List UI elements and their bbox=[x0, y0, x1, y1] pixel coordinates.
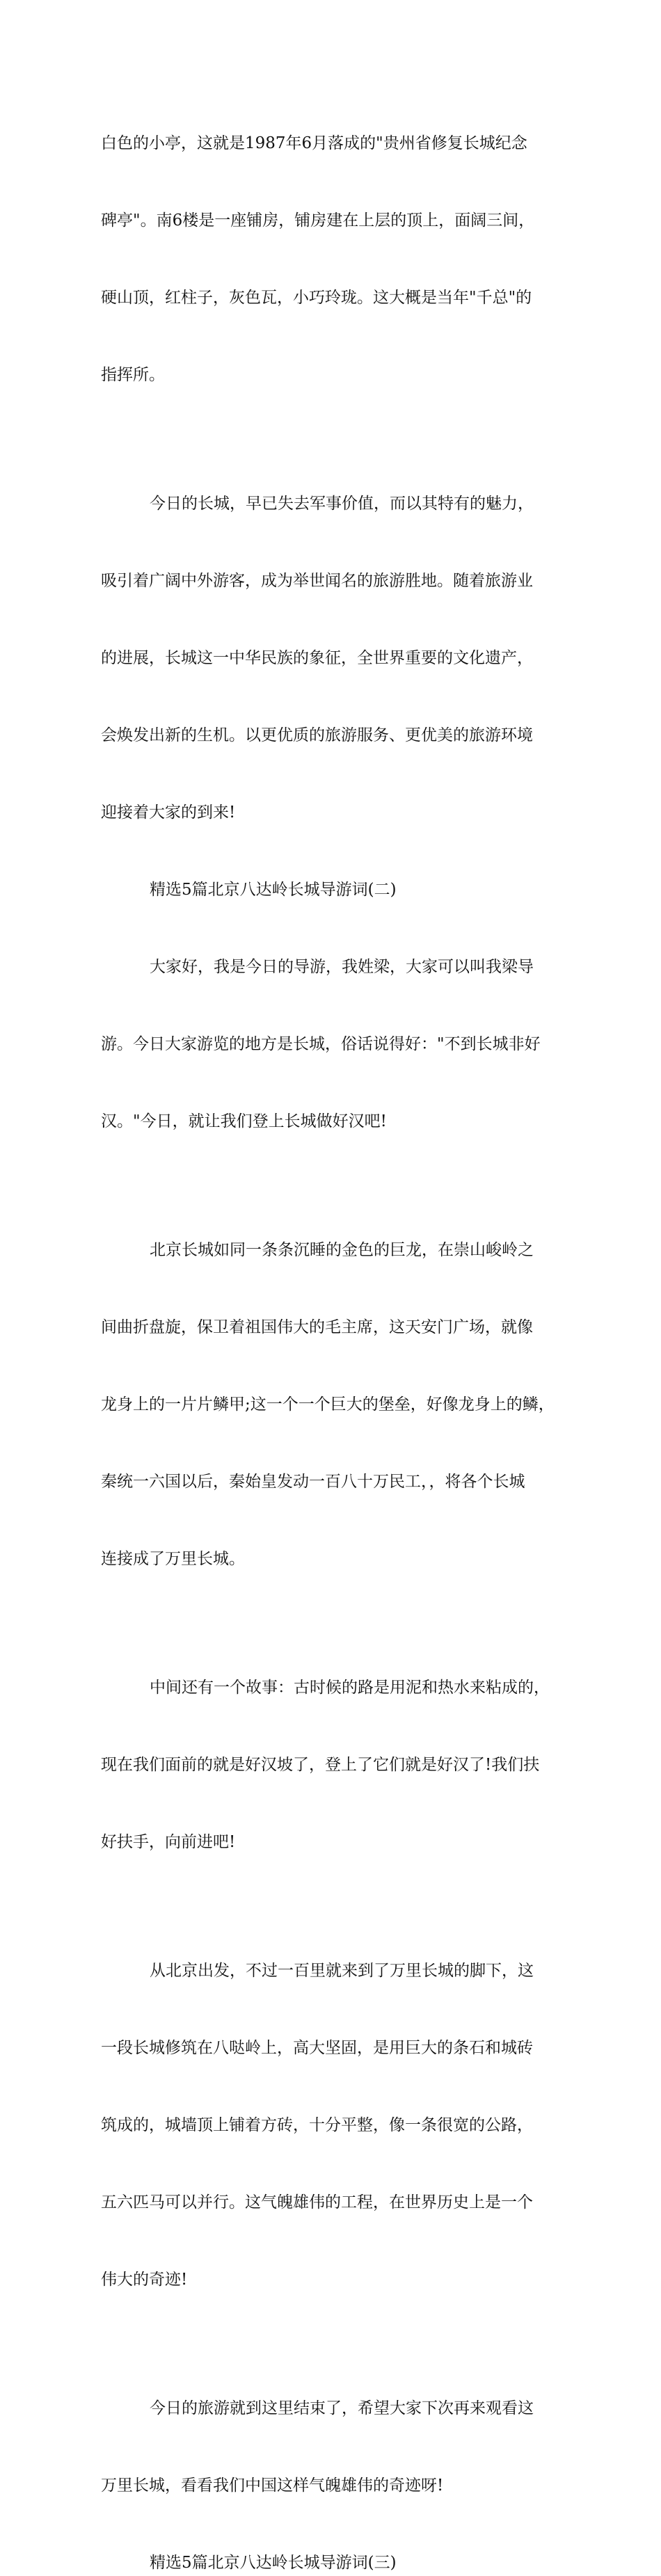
text-line: 中间还有一个故事：古时候的路是用泥和热水来粘成的， bbox=[150, 1679, 550, 1697]
paragraph-farewell bbox=[101, 2344, 567, 2550]
text-line: 一段长城修筑在八哒岭上，高大坚固，是用巨大的条石和城砖 bbox=[101, 2039, 533, 2057]
paragraph-today-great-wall bbox=[101, 440, 567, 877]
text-line: 碑亭"。南6楼是一座铺房，铺房建在上层的顶上，面阔三间， bbox=[101, 211, 535, 230]
text-line: 好扶手，向前进吧! bbox=[101, 1833, 236, 1851]
text-line: 龙身上的一片片鳞甲;这一个一个巨大的堡垒，好像龙身上的鳞， bbox=[101, 1395, 555, 1414]
text-line: 迎接着大家的到来! bbox=[101, 803, 236, 822]
document-body bbox=[101, 79, 567, 2576]
text-line: 连接成了万里长城。 bbox=[101, 1550, 245, 1568]
text-line: 秦统一六国以后，秦始皇发动一百八十万民工，，将各个长城 bbox=[101, 1473, 525, 1491]
text-line: 硬山顶，红柱子，灰色瓦，小巧玲珑。这大概是当年"千总"的 bbox=[101, 289, 532, 307]
text-line: 从北京出发，不过一百里就来到了万里长城的脚下，这 bbox=[150, 1962, 534, 1980]
section-heading-3: 精选5篇北京八达岭长城导游词(三) bbox=[150, 2554, 397, 2572]
text-line: 北京长城如同一条条沉睡的金色的巨龙，在崇山峻岭之 bbox=[150, 1241, 534, 1259]
text-line: 的进展，长城这一中华民族的象征，全世界重要的文化遗产， bbox=[101, 649, 533, 667]
text-line: 现在我们面前的就是好汉坡了，登上了它们就是好汉了!我们扶 bbox=[101, 1756, 540, 1774]
text-line: 指挥所。 bbox=[101, 366, 165, 384]
text-line: 万里长城，看看我们中国这样气魄雄伟的奇迹呀! bbox=[101, 2477, 444, 2495]
text-line: 筑成的，城墙顶上铺着方砖，十分平整，像一条很宽的公路， bbox=[101, 2116, 533, 2134]
text-line: 今日的长城，早已失去军事价值，而以其特有的魅力， bbox=[150, 495, 534, 513]
text-line: 伟大的奇迹! bbox=[101, 2271, 188, 2289]
text-line: 大家好，我是今日的导游，我姓梁，大家可以叫我梁导 bbox=[150, 958, 534, 976]
text-line: 白色的小亭，这就是1987年6月落成的"贵州省修复长城纪念 bbox=[101, 134, 527, 152]
text-line: 间曲折盘旋，保卫着祖国伟大的毛主席，这天安门广场，就像 bbox=[101, 1318, 533, 1336]
text-line: 五六匹马可以并行。这气魄雄伟的工程，在世界历史上是一个 bbox=[101, 2193, 533, 2211]
text-line: 今日的旅游就到这里结束了，希望大家下次再来观看这 bbox=[150, 2399, 534, 2417]
text-line: 会焕发出新的生机。以更优质的旅游服务、更优美的旅游环境 bbox=[101, 726, 533, 744]
paragraph-guide-intro bbox=[101, 903, 567, 1186]
text-line: 游。今日大家游览的地方是长城，俗话说得好："不到长城非好 bbox=[101, 1035, 541, 1053]
section-heading-2: 精选5篇北京八达岭长城导游词(二) bbox=[150, 881, 397, 899]
paragraph-badaling bbox=[101, 1907, 567, 2344]
paragraph-story bbox=[101, 1624, 567, 1907]
paragraph-dragon bbox=[101, 1186, 567, 1624]
paragraph-pavilion bbox=[101, 79, 567, 440]
text-line: 吸引着广阔中外游客，成为举世闻名的旅游胜地。随着旅游业 bbox=[101, 572, 533, 590]
text-line: 汉。"今日，就让我们登上长城做好汉吧! bbox=[101, 1112, 387, 1130]
